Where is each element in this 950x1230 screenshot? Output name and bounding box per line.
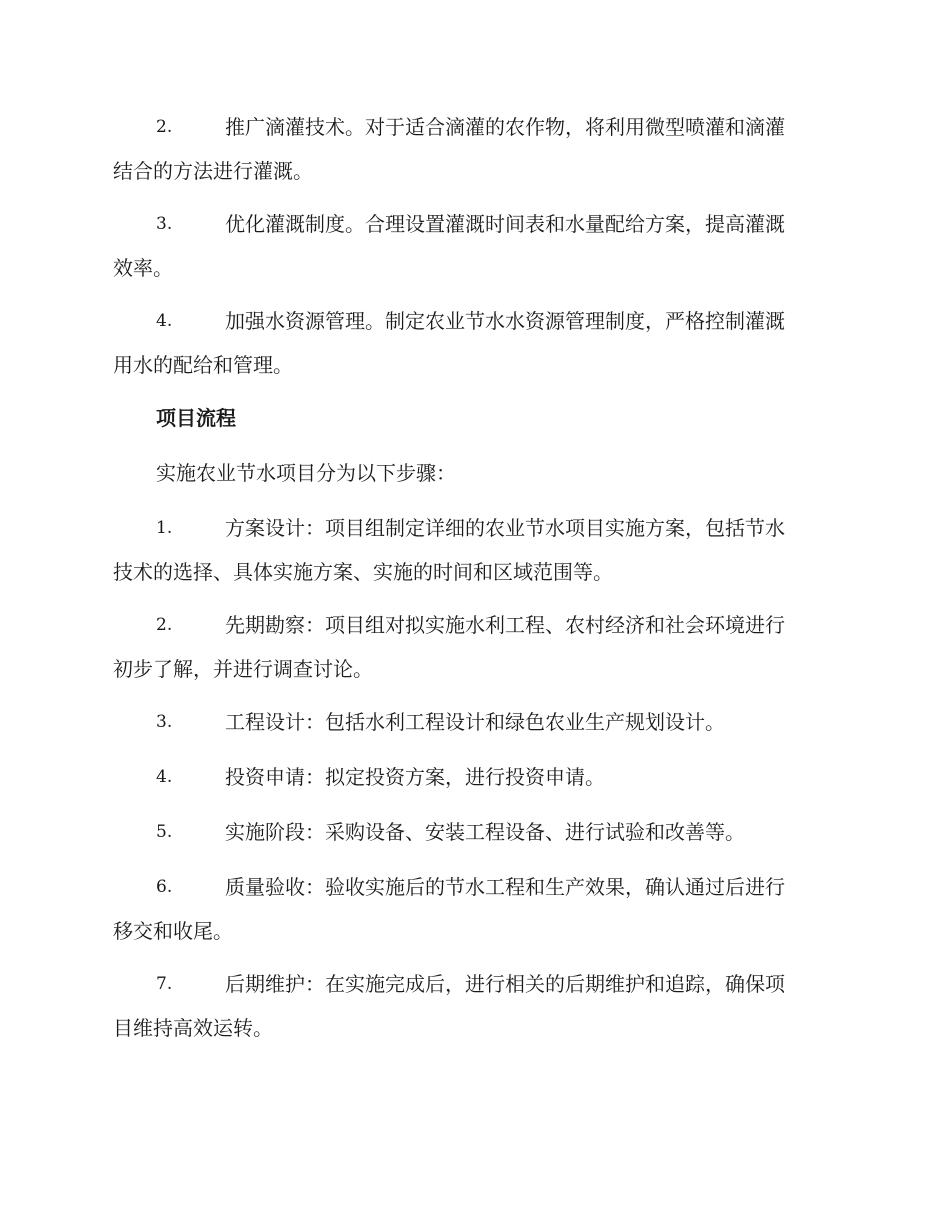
- list-text: 质量验收：验收实施后的节水工程和生产效果，确认通过后进行: [225, 875, 785, 899]
- list-text-continued: 移交和收尾。: [113, 919, 233, 943]
- list-item: [113, 810, 833, 854]
- list-text: 推广滴灌技术。对于适合滴灌的农作物，将利用微型喷灌和滴灌: [225, 115, 785, 139]
- list-number: 1.: [156, 518, 173, 538]
- list-item: [113, 506, 833, 594]
- list-text-continued: 效率。: [113, 256, 173, 280]
- list-number: 3.: [156, 712, 173, 732]
- list-text: 工程设计：包括水利工程设计和绿色农业生产规划设计。: [225, 710, 725, 734]
- list-text-continued: 目维持高效运转。: [113, 1016, 273, 1040]
- list-text: 后期维护：在实施完成后，进行相关的后期维护和追踪，确保项: [225, 972, 785, 996]
- list-item: [113, 603, 833, 691]
- list-text: 方案设计：项目组制定详细的农业节水项目实施方案，包括节水: [225, 516, 785, 540]
- list-number: 2.: [156, 117, 173, 137]
- list-number: 3.: [156, 214, 173, 234]
- list-text: 实施阶段：采购设备、安装工程设备、进行试验和改善等。: [225, 820, 745, 844]
- document-page: [113, 0, 833, 1230]
- list-text-continued: 结合的方法进行灌溉。: [113, 159, 313, 183]
- list-text: 加强水资源管理。制定农业节水水资源管理制度，严格控制灌溉: [225, 309, 785, 333]
- list-number: 6.: [156, 877, 173, 897]
- list-item: [113, 105, 833, 193]
- section-heading: 项目流程: [156, 406, 236, 430]
- list-number: 4.: [156, 311, 173, 331]
- list-item: [113, 299, 833, 387]
- list-number: 4.: [156, 767, 173, 787]
- list-text: 投资申请：拟定投资方案，进行投资申请。: [225, 765, 605, 789]
- list-text-continued: 用水的配给和管理。: [113, 353, 293, 377]
- list-text: 优化灌溉制度。合理设置灌溉时间表和水量配给方案，提高灌溉: [225, 212, 785, 236]
- list-text-continued: 初步了解，并进行调查讨论。: [113, 657, 373, 681]
- list-text-continued: 技术的选择、具体实施方案、实施的时间和区域范围等。: [113, 560, 613, 584]
- list-number: 2.: [156, 615, 173, 635]
- list-text: 先期勘察：项目组对拟实施水利工程、农村经济和社会环境进行: [225, 613, 785, 637]
- list-item: [113, 962, 833, 1050]
- list-item: [113, 202, 833, 290]
- list-item: [113, 865, 833, 953]
- list-number: 7.: [156, 974, 173, 994]
- list-number: 5.: [156, 822, 173, 842]
- list-item: [113, 755, 833, 799]
- section-intro: 实施农业节水项目分为以下步骤：: [156, 461, 456, 485]
- list-item: [113, 700, 833, 744]
